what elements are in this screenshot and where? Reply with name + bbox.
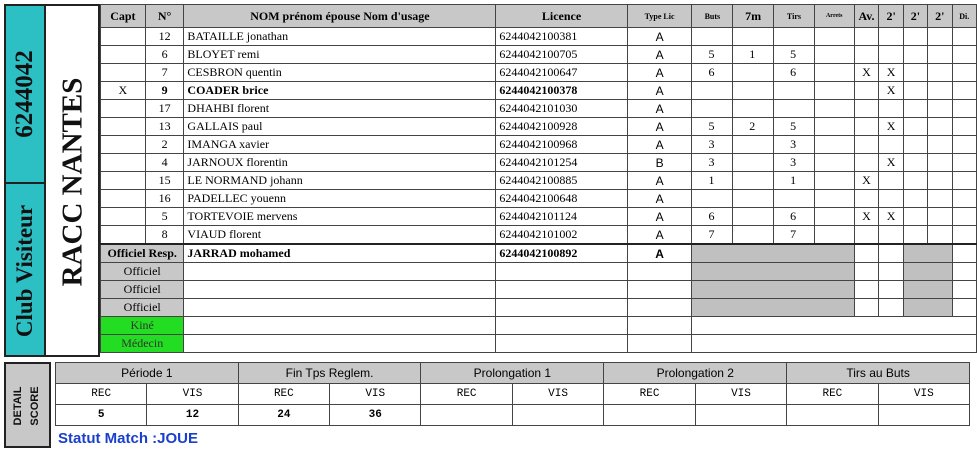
player-tirs xyxy=(774,100,815,118)
player-name: BLOYET remi xyxy=(184,46,496,64)
score-value-row xyxy=(56,405,970,426)
player-2min-1 xyxy=(879,172,903,190)
roster-body xyxy=(101,28,977,353)
player-7m xyxy=(733,28,774,46)
player-tirs: 5 xyxy=(774,118,815,136)
player-2min-3 xyxy=(928,28,952,46)
score-rec-label: REC xyxy=(56,384,147,405)
player-2min-2 xyxy=(903,64,927,82)
official-licence xyxy=(496,263,627,281)
player-di xyxy=(952,208,976,226)
official-licence xyxy=(496,281,627,299)
detail-label-line2: SCORE xyxy=(29,386,41,426)
official-licence: 6244042100892 xyxy=(496,244,627,263)
official-label: Officiel xyxy=(101,281,184,299)
official-empty-span xyxy=(692,335,977,353)
player-type: A xyxy=(627,190,692,208)
player-arrets xyxy=(814,46,854,64)
player-tirs: 6 xyxy=(774,208,815,226)
player-di xyxy=(952,100,976,118)
header-type: Type Lic xyxy=(627,5,692,28)
official-label: Officiel xyxy=(101,263,184,281)
player-7m xyxy=(733,208,774,226)
player-7m xyxy=(733,154,774,172)
player-av: X xyxy=(854,172,879,190)
player-name: IMANGA xavier xyxy=(184,136,496,154)
official-name xyxy=(184,317,496,335)
player-2min-2 xyxy=(903,208,927,226)
detail-score-label xyxy=(4,362,51,448)
header-licence: Licence xyxy=(496,5,627,28)
player-tirs: 7 xyxy=(774,226,815,245)
player-arrets xyxy=(814,100,854,118)
header-av: Av. xyxy=(854,5,879,28)
player-2min-2 xyxy=(903,226,927,245)
club-side-panel xyxy=(4,4,100,357)
player-type: A xyxy=(627,136,692,154)
player-number: 4 xyxy=(145,154,184,172)
player-type: A xyxy=(627,226,692,245)
header-7m: 7m xyxy=(733,5,774,28)
header-num: N° xyxy=(145,5,184,28)
player-row xyxy=(101,172,977,190)
player-capt xyxy=(101,226,146,245)
player-7m xyxy=(733,136,774,154)
header-capt: Capt xyxy=(101,5,146,28)
score-vis-label: VIS xyxy=(330,384,421,405)
official-di-cell xyxy=(952,299,976,317)
player-2min-3 xyxy=(928,100,952,118)
detail-label-line1: DETAIL xyxy=(12,386,24,426)
player-name: BATAILLE jonathan xyxy=(184,28,496,46)
score-vis-label: VIS xyxy=(695,384,786,405)
player-row xyxy=(101,154,977,172)
header-2min-2: 2' xyxy=(903,5,927,28)
player-type: A xyxy=(627,82,692,100)
score-rec-value xyxy=(421,405,512,426)
player-licence: 6244042100928 xyxy=(496,118,627,136)
official-2min-cell xyxy=(879,244,903,263)
player-di xyxy=(952,118,976,136)
official-empty-span xyxy=(692,317,977,335)
official-2min-cell xyxy=(879,281,903,299)
player-licence: 6244042100705 xyxy=(496,46,627,64)
player-av: X xyxy=(854,208,879,226)
score-period-title: Période 1 xyxy=(56,363,239,384)
player-tirs: 5 xyxy=(774,46,815,64)
player-capt xyxy=(101,208,146,226)
player-av xyxy=(854,28,879,46)
player-buts: 6 xyxy=(692,64,733,82)
club-name: RACC NANTES xyxy=(56,77,89,287)
player-2min-1: X xyxy=(879,154,903,172)
player-2min-3 xyxy=(928,208,952,226)
score-period-row xyxy=(56,363,970,384)
official-row xyxy=(101,281,977,299)
score-rec-value xyxy=(787,405,878,426)
player-2min-3 xyxy=(928,64,952,82)
player-licence: 6244042101030 xyxy=(496,100,627,118)
player-buts xyxy=(692,190,733,208)
player-number: 12 xyxy=(145,28,184,46)
player-2min-1 xyxy=(879,136,903,154)
player-buts: 5 xyxy=(692,46,733,64)
player-type: A xyxy=(627,118,692,136)
player-av xyxy=(854,100,879,118)
score-rec-value xyxy=(604,405,695,426)
player-licence: 6244042100968 xyxy=(496,136,627,154)
score-vis-label: VIS xyxy=(147,384,238,405)
official-name xyxy=(184,299,496,317)
player-7m: 2 xyxy=(733,118,774,136)
official-type: A xyxy=(627,244,692,263)
player-name: DHAHBI florent xyxy=(184,100,496,118)
player-type: A xyxy=(627,64,692,82)
official-row xyxy=(101,335,977,353)
player-di xyxy=(952,28,976,46)
score-period-title: Fin Tps Reglem. xyxy=(238,363,421,384)
player-di xyxy=(952,46,976,64)
score-label-row xyxy=(56,384,970,405)
player-licence: 6244042100378 xyxy=(496,82,627,100)
player-2min-3 xyxy=(928,226,952,245)
player-arrets xyxy=(814,154,854,172)
official-stats-blank xyxy=(692,281,854,299)
score-rec-label: REC xyxy=(604,384,695,405)
player-number: 17 xyxy=(145,100,184,118)
score-rec-label: REC xyxy=(421,384,512,405)
header-di: Di. xyxy=(952,5,976,28)
player-name: TORTEVOIE mervens xyxy=(184,208,496,226)
official-label: Officiel Resp. xyxy=(101,244,184,263)
header-buts: Buts xyxy=(692,5,733,28)
player-row xyxy=(101,118,977,136)
player-di xyxy=(952,154,976,172)
official-row xyxy=(101,244,977,263)
player-arrets xyxy=(814,28,854,46)
official-av-cell xyxy=(854,244,879,263)
player-7m xyxy=(733,82,774,100)
player-capt xyxy=(101,154,146,172)
player-buts: 3 xyxy=(692,136,733,154)
player-tirs xyxy=(774,82,815,100)
player-di xyxy=(952,226,976,245)
player-7m xyxy=(733,172,774,190)
official-type xyxy=(627,335,692,353)
player-2min-3 xyxy=(928,118,952,136)
player-arrets xyxy=(814,82,854,100)
player-name: PADELLEC youenn xyxy=(184,190,496,208)
player-row xyxy=(101,28,977,46)
player-row xyxy=(101,226,977,245)
player-buts: 3 xyxy=(692,154,733,172)
player-di xyxy=(952,82,976,100)
official-2min-blank xyxy=(903,281,952,299)
player-2min-2 xyxy=(903,172,927,190)
player-name: VIAUD florent xyxy=(184,226,496,245)
header-name: NOM prénom épouse Nom d'usage xyxy=(184,5,496,28)
player-licence: 6244042100885 xyxy=(496,172,627,190)
player-7m xyxy=(733,100,774,118)
official-2min-cell xyxy=(879,299,903,317)
player-av xyxy=(854,154,879,172)
official-label: Officiel xyxy=(101,299,184,317)
player-arrets xyxy=(814,190,854,208)
player-2min-1 xyxy=(879,28,903,46)
player-buts: 7 xyxy=(692,226,733,245)
player-2min-3 xyxy=(928,136,952,154)
score-rec-value: 24 xyxy=(238,405,329,426)
player-licence: 6244042100647 xyxy=(496,64,627,82)
player-2min-2 xyxy=(903,190,927,208)
player-type: A xyxy=(627,28,692,46)
official-label: Médecin xyxy=(101,335,184,353)
official-av-cell xyxy=(854,299,879,317)
player-name: JARNOUX florentin xyxy=(184,154,496,172)
club-role: Club Visiteur xyxy=(12,204,37,338)
player-name: CESBRON quentin xyxy=(184,64,496,82)
player-tirs: 3 xyxy=(774,136,815,154)
player-2min-2 xyxy=(903,136,927,154)
official-licence xyxy=(496,299,627,317)
official-licence xyxy=(496,317,627,335)
player-capt xyxy=(101,100,146,118)
player-buts xyxy=(692,82,733,100)
score-vis-value xyxy=(695,405,786,426)
player-capt xyxy=(101,190,146,208)
player-2min-3 xyxy=(928,154,952,172)
official-row xyxy=(101,299,977,317)
player-2min-3 xyxy=(928,82,952,100)
player-2min-3 xyxy=(928,46,952,64)
player-2min-1 xyxy=(879,190,903,208)
player-2min-1: X xyxy=(879,118,903,136)
player-2min-1: X xyxy=(879,82,903,100)
official-av-cell xyxy=(854,263,879,281)
player-row xyxy=(101,46,977,64)
player-row xyxy=(101,64,977,82)
player-row xyxy=(101,190,977,208)
roster-header-row xyxy=(101,5,977,28)
official-type xyxy=(627,317,692,335)
player-number: 13 xyxy=(145,118,184,136)
player-arrets xyxy=(814,226,854,245)
player-number: 8 xyxy=(145,226,184,245)
player-capt xyxy=(101,136,146,154)
player-arrets xyxy=(814,64,854,82)
official-name: JARRAD mohamed xyxy=(184,244,496,263)
player-tirs: 6 xyxy=(774,64,815,82)
player-arrets xyxy=(814,118,854,136)
player-av xyxy=(854,226,879,245)
player-capt xyxy=(101,46,146,64)
player-number: 2 xyxy=(145,136,184,154)
score-vis-label: VIS xyxy=(878,384,969,405)
score-vis-value: 36 xyxy=(330,405,421,426)
player-capt xyxy=(101,172,146,190)
player-av xyxy=(854,46,879,64)
player-di xyxy=(952,190,976,208)
player-row xyxy=(101,100,977,118)
player-2min-2 xyxy=(903,28,927,46)
player-number: 6 xyxy=(145,46,184,64)
player-7m xyxy=(733,190,774,208)
player-2min-2 xyxy=(903,118,927,136)
player-av xyxy=(854,118,879,136)
official-stats-blank xyxy=(692,244,854,263)
score-vis-label: VIS xyxy=(512,384,603,405)
player-number: 15 xyxy=(145,172,184,190)
official-2min-blank xyxy=(903,244,952,263)
official-type xyxy=(627,281,692,299)
player-row xyxy=(101,136,977,154)
official-licence xyxy=(496,335,627,353)
player-buts xyxy=(692,100,733,118)
player-7m xyxy=(733,64,774,82)
club-separator xyxy=(6,182,44,184)
player-av: X xyxy=(854,64,879,82)
official-label: Kiné xyxy=(101,317,184,335)
player-7m: 1 xyxy=(733,46,774,64)
player-number: 16 xyxy=(145,190,184,208)
official-name xyxy=(184,263,496,281)
header-tirs: Tirs xyxy=(774,5,815,28)
player-capt xyxy=(101,118,146,136)
player-licence: 6244042100648 xyxy=(496,190,627,208)
player-7m xyxy=(733,226,774,245)
official-row xyxy=(101,317,977,335)
player-2min-1 xyxy=(879,100,903,118)
club-number: 6244042 xyxy=(11,50,38,138)
player-licence: 6244042101002 xyxy=(496,226,627,245)
player-buts xyxy=(692,28,733,46)
player-name: COADER brice xyxy=(184,82,496,100)
official-type xyxy=(627,299,692,317)
score-table xyxy=(55,362,970,426)
player-licence: 6244042101124 xyxy=(496,208,627,226)
player-buts: 1 xyxy=(692,172,733,190)
player-capt: X xyxy=(101,82,146,100)
player-row xyxy=(101,82,977,100)
match-status: Statut Match :JOUE xyxy=(58,430,199,447)
player-type: A xyxy=(627,208,692,226)
official-2min-blank xyxy=(903,299,952,317)
player-2min-2 xyxy=(903,100,927,118)
official-av-cell xyxy=(854,281,879,299)
player-arrets xyxy=(814,172,854,190)
score-rec-label: REC xyxy=(787,384,878,405)
official-2min-blank xyxy=(903,263,952,281)
score-period-title: Prolongation 2 xyxy=(604,363,787,384)
official-2min-cell xyxy=(879,263,903,281)
official-row xyxy=(101,263,977,281)
player-2min-1: X xyxy=(879,64,903,82)
player-di xyxy=(952,172,976,190)
player-capt xyxy=(101,64,146,82)
player-di xyxy=(952,136,976,154)
player-2min-1 xyxy=(879,46,903,64)
player-av xyxy=(854,82,879,100)
score-rec-label: REC xyxy=(238,384,329,405)
official-stats-blank xyxy=(692,299,854,317)
roster-table xyxy=(100,4,977,353)
player-name: GALLAIS paul xyxy=(184,118,496,136)
player-type: A xyxy=(627,100,692,118)
player-number: 5 xyxy=(145,208,184,226)
score-period-title: Prolongation 1 xyxy=(421,363,604,384)
score-vis-value xyxy=(512,405,603,426)
player-number: 9 xyxy=(145,82,184,100)
player-2min-2 xyxy=(903,46,927,64)
player-2min-3 xyxy=(928,190,952,208)
score-rec-value: 5 xyxy=(56,405,147,426)
official-name xyxy=(184,281,496,299)
player-av xyxy=(854,190,879,208)
official-stats-blank xyxy=(692,263,854,281)
player-2min-2 xyxy=(903,154,927,172)
header-arrets: Arrets xyxy=(814,5,854,28)
player-name: LE NORMAND johann xyxy=(184,172,496,190)
player-di xyxy=(952,64,976,82)
official-name xyxy=(184,335,496,353)
player-tirs: 3 xyxy=(774,154,815,172)
player-licence: 6244042100381 xyxy=(496,28,627,46)
player-2min-1 xyxy=(879,226,903,245)
player-buts: 5 xyxy=(692,118,733,136)
official-di-cell xyxy=(952,263,976,281)
score-vis-value: 12 xyxy=(147,405,238,426)
player-buts: 6 xyxy=(692,208,733,226)
official-type xyxy=(627,263,692,281)
player-capt xyxy=(101,28,146,46)
player-type: A xyxy=(627,46,692,64)
player-tirs xyxy=(774,190,815,208)
header-2min-1: 2' xyxy=(879,5,903,28)
player-tirs xyxy=(774,28,815,46)
header-2min-3: 2' xyxy=(928,5,952,28)
player-arrets xyxy=(814,136,854,154)
player-arrets xyxy=(814,208,854,226)
score-period-title: Tirs au Buts xyxy=(787,363,970,384)
player-2min-3 xyxy=(928,172,952,190)
player-licence: 6244042101254 xyxy=(496,154,627,172)
official-di-cell xyxy=(952,244,976,263)
player-2min-1: X xyxy=(879,208,903,226)
score-vis-value xyxy=(878,405,969,426)
player-type: A xyxy=(627,172,692,190)
player-number: 7 xyxy=(145,64,184,82)
player-av xyxy=(854,136,879,154)
player-type: B xyxy=(627,154,692,172)
official-di-cell xyxy=(952,281,976,299)
player-row xyxy=(101,208,977,226)
player-2min-2 xyxy=(903,82,927,100)
player-tirs: 1 xyxy=(774,172,815,190)
